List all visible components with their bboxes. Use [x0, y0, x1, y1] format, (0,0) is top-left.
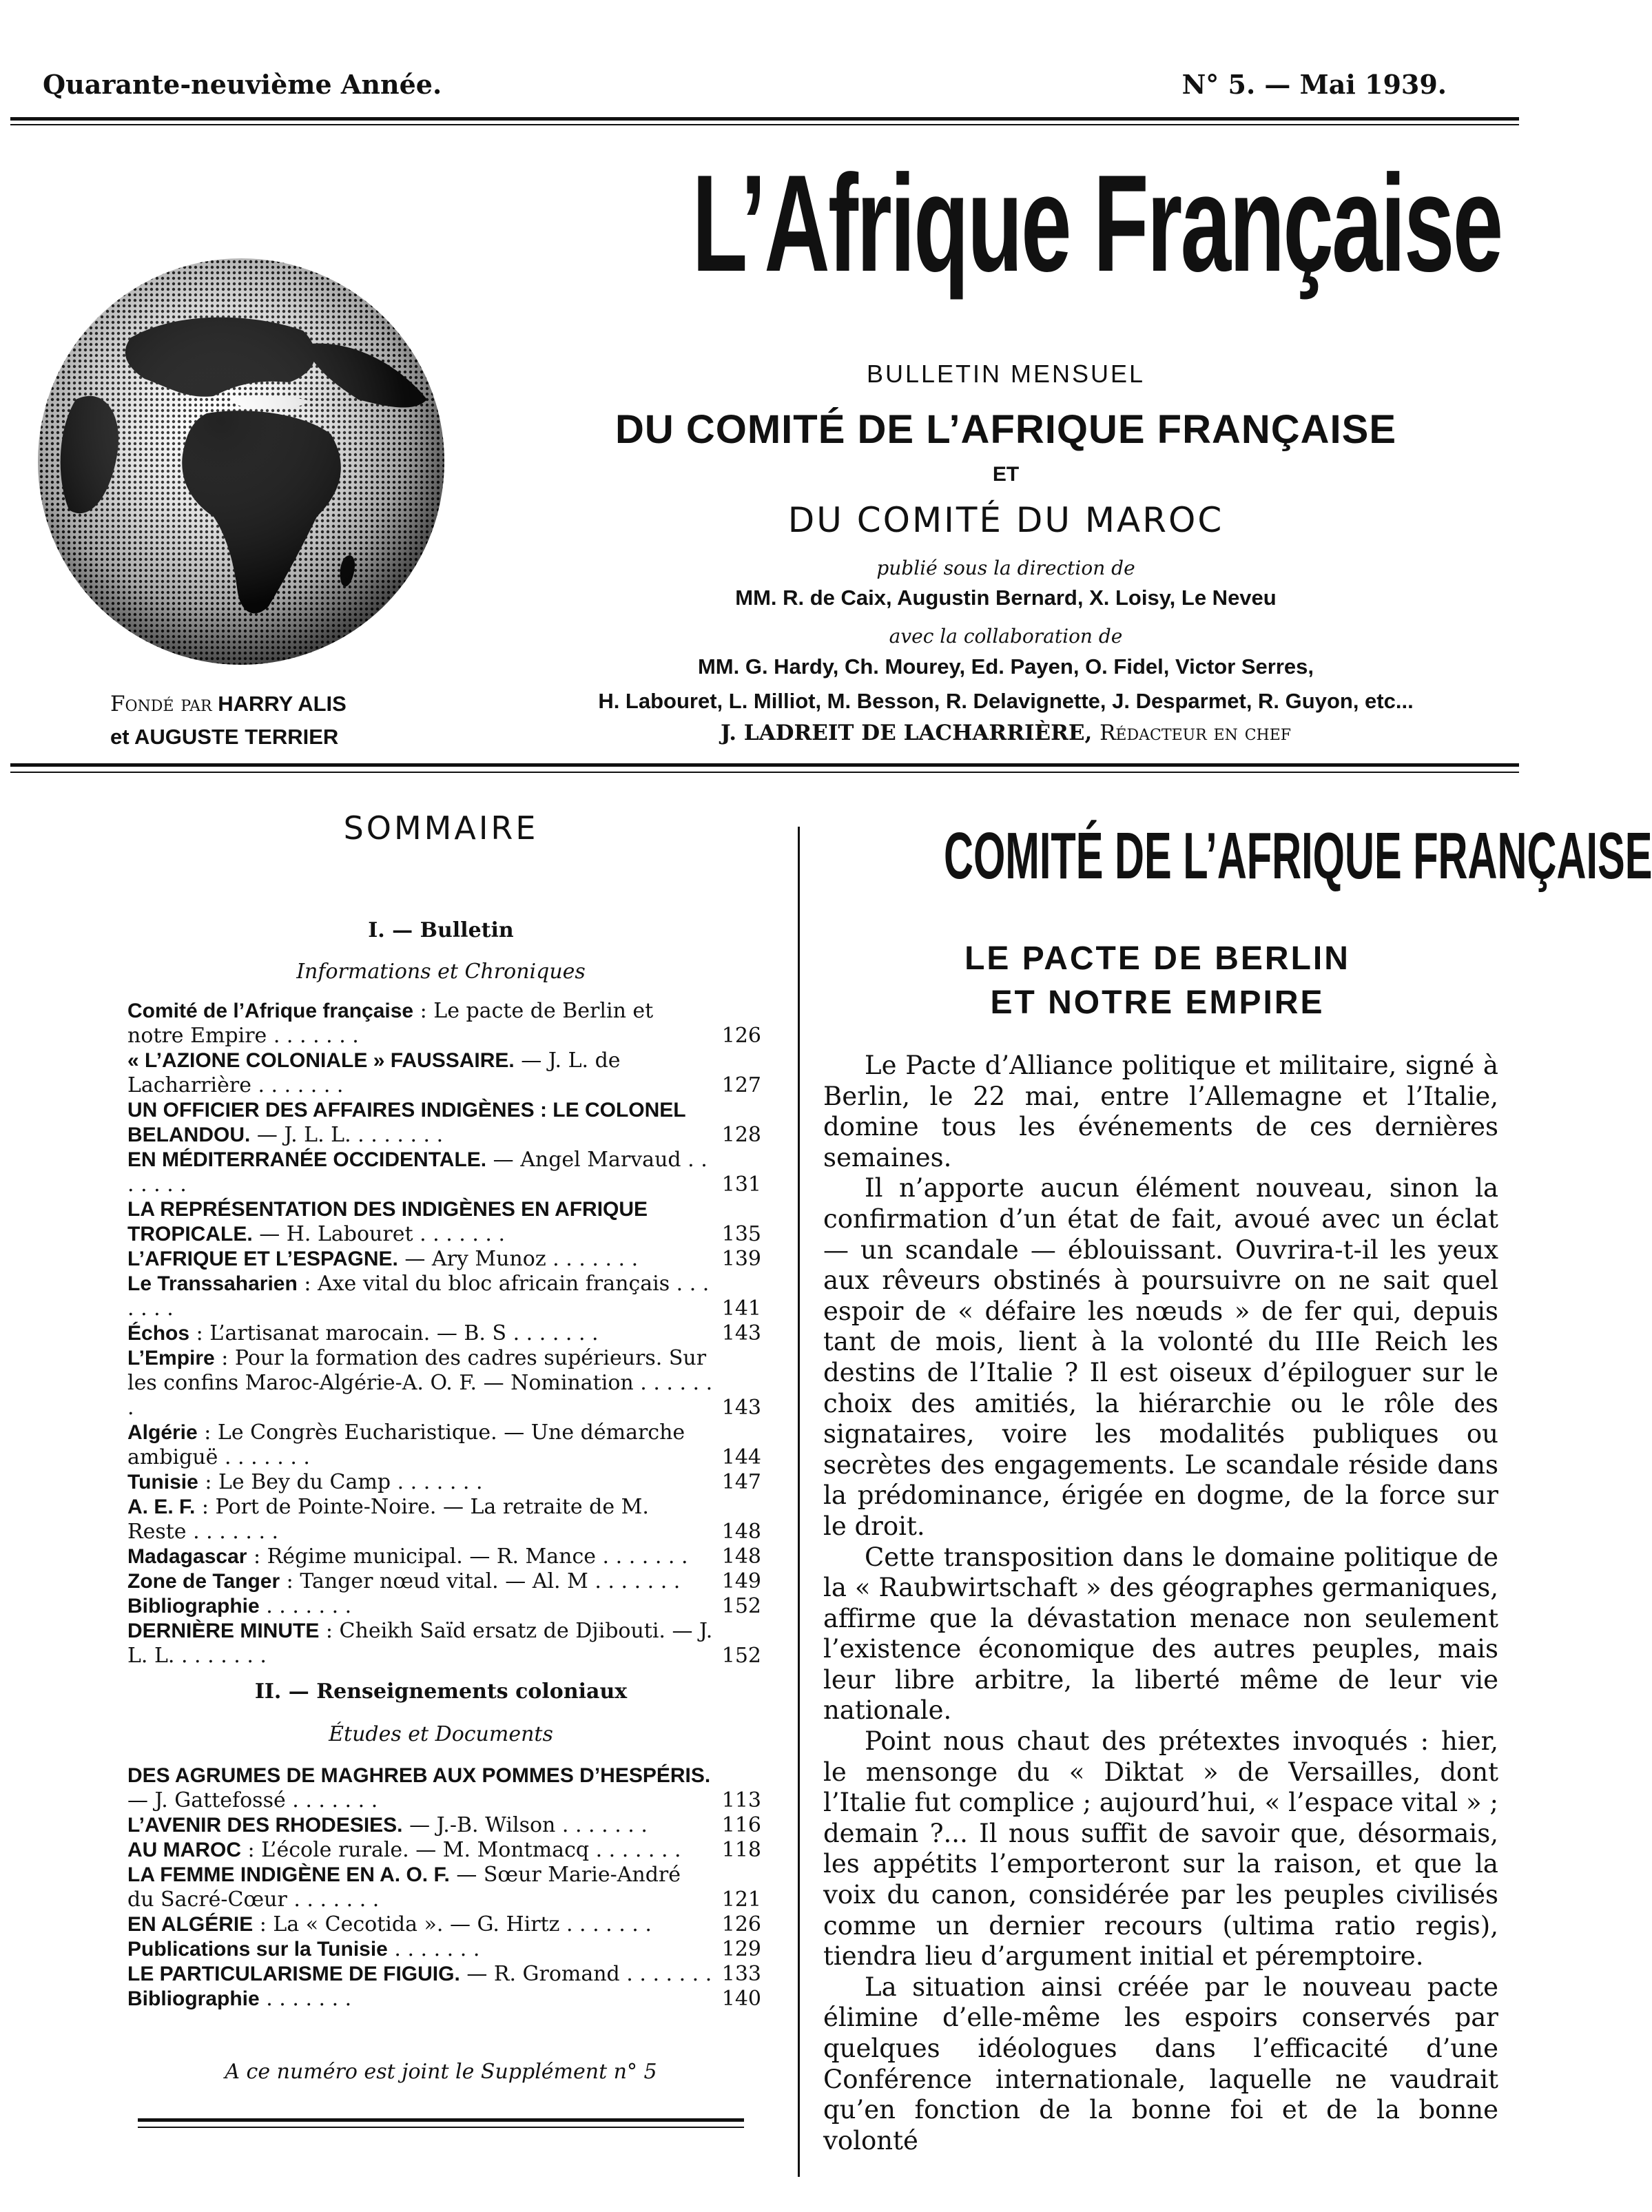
toc-entry-text: — J. L. de Lacharrière: [127, 1048, 621, 1097]
toc-entry-text: — J. L. L.: [250, 1123, 351, 1147]
toc-entry: [127, 999, 761, 1048]
toc-entry-label: « L’AZIONE COLONIALE » FAUSSAIRE.: [127, 1049, 515, 1072]
toc-entry-page: 126: [721, 1912, 761, 1936]
toc-entry-label: L’Empire: [127, 1347, 215, 1369]
comite-section-header: COMITÉ DE L’AFRIQUE FRANÇAISE: [944, 819, 1652, 893]
section-2-title: II. — Renseignements coloniaux: [254, 1679, 628, 1704]
toc-leader-dots: . . . . . . .: [559, 1912, 652, 1936]
toc-entry-label: A. E. F.: [127, 1496, 196, 1518]
toc-entry-text: : Le pacte de Berlin et notre Empire: [127, 999, 654, 1048]
toc-entry-page: 143: [721, 1321, 761, 1345]
article-paragraph: Le Pacte d’Alliance politique et militaire, signé à Berlin, le 22 mai, entre l’Allemagne et l’Italie, domine tous les événements de ces dernières semaines.: [823, 1051, 1498, 1172]
toc-entry-page: 135: [721, 1222, 761, 1246]
toc-entry-text: — J. Gattefossé: [127, 1788, 286, 1812]
toc-entry-text: — Angel Marvaud: [486, 1148, 681, 1172]
toc-entry-label: DERNIÈRE MINUTE: [127, 1620, 320, 1642]
issue-line: N° 5. — Mai 1939.: [1181, 69, 1447, 100]
toc-entry-page: 152: [721, 1594, 761, 1618]
toc-entry-text: : Régime municipal. — R. Mance: [247, 1544, 597, 1569]
toc-entry: [127, 1912, 761, 1937]
bulletin-mensuel: BULLETIN MENSUEL: [866, 360, 1146, 388]
toc-leader-dots: . . . . . . .: [251, 1073, 344, 1097]
toc-entry: [127, 1863, 761, 1912]
collaborators-line-2: H. Labouret, L. Milliot, M. Besson, R. Delavignette, J. Desparmet, R. Guyon, etc...: [598, 689, 1414, 713]
comite-afrique-subtitle: DU COMITÉ DE L’AFRIQUE FRANÇAISE: [615, 407, 1397, 452]
toc-entry-label: LE PARTICULARISME DE FIGUIG.: [127, 1963, 460, 1985]
toc-leader-dots: . . . . . . .: [186, 1520, 279, 1544]
toc-entry-label: AU MAROC: [127, 1839, 241, 1861]
top-rule: [10, 117, 1519, 121]
toc-leader-dots: . . . . . . .: [619, 1962, 712, 1986]
toc-leader-dots: . . . . . . .: [413, 1222, 506, 1246]
toc-entry-label: Bibliographie: [127, 1595, 260, 1617]
collaboration-intro: avec la collaboration de: [889, 625, 1123, 648]
toc-entry-text: — R. Gromand: [460, 1962, 620, 1986]
toc-entry: [127, 1962, 761, 1987]
toc-entry-label: Tunisie: [127, 1471, 198, 1493]
toc-entry-page: 149: [721, 1569, 761, 1593]
toc-leader-dots: . . . . . . .: [546, 1247, 639, 1271]
section-1-title: I. — Bulletin: [368, 918, 514, 942]
toc-entry-text: : L’artisanat marocain. — B. S: [189, 1321, 507, 1345]
article-paragraph: Cette transposition dans le domaine politique de la « Raubwirtschaft » des géographes germaniques, affirme que la dévastation menace non seulement l’existence économique des autres peuples, mais leur libre arbitre, la liberté même de leur vie nationale.: [823, 1542, 1498, 1726]
toc-leader-dots: . . . . . . .: [506, 1321, 599, 1345]
toc-entry: [127, 1987, 761, 2012]
toc-entry-text: : Cheikh Saïd ersatz de Djibouti. — J. L. L.: [127, 1619, 713, 1668]
toc-entry-label: L’AFRIQUE ET L’ESPAGNE.: [127, 1248, 398, 1270]
toc-entry: [127, 1098, 761, 1148]
toc-entry: [127, 1272, 761, 1321]
toc-entry: [127, 1470, 761, 1495]
toc-entry-label: Le Transsaharien: [127, 1272, 298, 1295]
toc-entry-label: Algérie: [127, 1421, 198, 1444]
toc-entry: [127, 1764, 761, 1813]
toc-leader-dots: . . . . . . .: [555, 1813, 648, 1837]
toc-section-2: [127, 1764, 761, 2012]
toc-leader-dots: . . . . . . .: [391, 1470, 483, 1494]
toc-entry-label: Publications sur la Tunisie: [127, 1938, 388, 1961]
sommaire-bottom-rule: [138, 2118, 744, 2122]
toc-entry-label: LA REPRÉSENTATION DES INDIGÈNES EN AFRIQUE TROPICALE.: [127, 1198, 648, 1245]
toc-leader-dots: . . . . . . .: [218, 1445, 310, 1469]
toc-leader-dots: . . . . . . .: [596, 1544, 688, 1569]
toc-entry-text: : Le Bey du Camp: [198, 1470, 391, 1494]
toc-leader-dots: . . . . . . .: [259, 1594, 352, 1618]
toc-entry-text: : La « Cecotida ». — G. Hirtz: [253, 1912, 560, 1936]
editor-line: [530, 721, 1481, 745]
toc-leader-dots: . . . . . . .: [287, 1888, 380, 1912]
directors: MM. R. de Caix, Augustin Bernard, X. Loisy, Le Neveu: [735, 586, 1277, 610]
toc-entry-page: 141: [721, 1296, 761, 1321]
toc-entry-page: 113: [721, 1788, 761, 1812]
toc-entry-label: EN ALGÉRIE: [127, 1913, 254, 1936]
toc-entry-page: 144: [721, 1445, 761, 1469]
editor-role: Rédacteur en chef: [1099, 721, 1292, 745]
toc-entry-text: : Le Congrès Eucharistique. — Une démarche ambiguë: [127, 1420, 685, 1469]
toc-entry-page: 152: [721, 1644, 761, 1668]
toc-entry-page: 118: [721, 1838, 761, 1862]
toc-entry-page: 139: [721, 1247, 761, 1271]
year-line: Quarante-neuvième Année.: [43, 69, 442, 100]
toc-entry: [127, 1048, 761, 1098]
toc-leader-dots: . . . . . . .: [127, 1148, 708, 1197]
toc-leader-dots: . . . . . . .: [259, 1987, 352, 2011]
direction-intro: publié sous la direction de: [876, 557, 1135, 579]
toc-leader-dots: . . . . . . .: [174, 1644, 267, 1668]
toc-entry: [127, 1197, 761, 1247]
article-title: [813, 937, 1502, 1025]
sommaire-bottom-rule-thin: [138, 2127, 744, 2128]
toc-entry-label: LA FEMME INDIGÈNE EN A. O. F.: [127, 1863, 450, 1886]
toc-entry: [127, 1247, 761, 1272]
toc-entry-page: 131: [721, 1172, 761, 1197]
toc-entry: [127, 1619, 761, 1668]
toc-entry-page: 121: [721, 1888, 761, 1912]
toc-entry-page: 129: [721, 1937, 761, 1961]
toc-entry-text: — H. Labouret: [252, 1222, 413, 1246]
toc-entry-label: UN OFFICIER DES AFFAIRES INDIGÈNES : LE COLONEL BELANDOU.: [127, 1099, 686, 1146]
toc-entry-label: L’AVENIR DES RHODESIES.: [127, 1814, 403, 1837]
sommaire-title: SOMMAIRE: [343, 809, 539, 847]
article-title-line-2: ET NOTRE EMPIRE: [990, 984, 1325, 1021]
toc-entry: [127, 1594, 761, 1619]
toc-leader-dots: . . . . . . .: [387, 1937, 480, 1961]
column-divider: [798, 827, 800, 2177]
section-1-subtitle: Informations et Chroniques: [296, 960, 586, 984]
toc-entry-page: 116: [721, 1813, 761, 1837]
toc-entry: [127, 1838, 761, 1863]
toc-entry-text: : Pour la formation des cadres supérieurs. Sur les confins Maroc-Algérie-A. O. F. — Nomination: [127, 1346, 707, 1395]
top-rule-thin: [10, 124, 1519, 125]
toc-entry: [127, 1346, 761, 1420]
toc-entry-page: 147: [721, 1470, 761, 1494]
toc-entry-page: 126: [721, 1024, 761, 1048]
toc-entry-label: EN MÉDITERRANÉE OCCIDENTALE.: [127, 1148, 487, 1171]
masthead-rule: [10, 763, 1519, 767]
masthead-title: L’Afrique Française: [692, 147, 1502, 300]
toc-entry-page: 148: [721, 1520, 761, 1544]
toc-entry-page: 133: [721, 1962, 761, 1986]
toc-entry-label: Madagascar: [127, 1545, 247, 1568]
toc-entry-page: 128: [721, 1123, 761, 1147]
founder-2: et AUGUSTE TERRIER: [110, 725, 339, 749]
toc-section-1: [127, 999, 761, 1668]
subtitle-et: ET: [992, 463, 1020, 486]
founder-1: HARRY ALIS: [218, 692, 347, 716]
toc-entry: [127, 1495, 761, 1544]
toc-entry-text: — J.-B. Wilson: [402, 1813, 556, 1837]
article-title-line-1: LE PACTE DE BERLIN: [964, 940, 1350, 977]
toc-leader-dots: . . . . . . .: [351, 1123, 444, 1147]
toc-entry-text: : Axe vital du bloc africain français: [297, 1272, 670, 1296]
toc-entry-label: DES AGRUMES DE MAGHREB AUX POMMES D’HESPÉRIS.: [127, 1764, 711, 1787]
supplement-note: A ce numéro est joint le Supplément n° 5: [225, 2060, 657, 2084]
toc-entry: [127, 1321, 761, 1346]
article-body: [823, 1051, 1498, 2156]
toc-leader-dots: . . . . . . .: [588, 1569, 681, 1593]
toc-entry-page: 148: [721, 1544, 761, 1569]
toc-entry: [127, 1937, 761, 1962]
editor-name: J. LADREIT DE LACHARRIÈRE,: [720, 721, 1093, 745]
toc-entry: [127, 1569, 761, 1594]
toc-entry-label: Échos: [127, 1322, 190, 1345]
toc-entry-page: 140: [721, 1987, 761, 2011]
founded-by: [110, 688, 347, 754]
collaborators-line-1: MM. G. Hardy, Ch. Mourey, Ed. Payen, O. Fidel, Victor Serres,: [697, 654, 1314, 679]
article-paragraph: Point nous chaut des prétextes invoqués : hier, le mensonge du « Diktat » de Versailles, dont l’Italie fut complice ; aujourd’hui, « l’espace vital » ; demain ?... Il nous suffit de savoir que, désormais, les appétits l’emporteront sur la raison, et que la voix du canon, considérée par les peuples civilisés comme un dernier recours (ultima ratio regis), tiendra lieu d’argument initial et péremptoire.: [823, 1726, 1498, 1972]
founded-prefix: Fondé par: [110, 692, 212, 716]
toc-leader-dots: . . . . . . .: [589, 1838, 681, 1862]
toc-leader-dots: . . . . . . .: [285, 1788, 378, 1812]
toc-entry-label: Comité de l’Afrique française: [127, 1000, 414, 1022]
toc-entry-label: Bibliographie: [127, 1987, 260, 2010]
globe-illustration: [28, 248, 455, 675]
section-2-subtitle: Études et Documents: [329, 1722, 553, 1746]
toc-entry: [127, 1544, 761, 1569]
toc-entry-text: : Tanger nœud vital. — Al. M: [280, 1569, 588, 1593]
toc-entry-text: : Port de Pointe-Noire. — La retraite de M. Reste: [127, 1495, 649, 1544]
toc-entry-label: Zone de Tanger: [127, 1570, 280, 1593]
article-paragraph: Il n’apporte aucun élément nouveau, sinon la confirmation d’un état de fait, avoué avec un éclat — un scandale — éblouissant. Ouvrira-t-il les yeux aux rêveurs obstinés à poursuivre on ne sait quel espoir de « défaire les nœuds » de fer qui, depuis tant de mois, lient à la volonté du IIIe Reich les destins de l’Italie ? Il est oiseux d’épiloguer sur le choix des amitiés, la hiérarchie ou le rôle des signataires, voire les modalités publiques ou secrètes des engagements. Le scandale réside dans la prédominance, érigée en dogme, de la force sur le droit.: [823, 1173, 1498, 1541]
toc-entry-text: — Sœur Marie-André du Sacré-Cœur: [127, 1863, 681, 1912]
toc-leader-dots: . . . . . . .: [267, 1024, 359, 1048]
toc-entry: [127, 1148, 761, 1197]
toc-leader-dots: . . . . . . .: [127, 1272, 710, 1321]
toc-leader-dots: . . . . . . .: [127, 1371, 713, 1420]
toc-entry-page: 143: [721, 1396, 761, 1420]
toc-entry: [127, 1420, 761, 1470]
toc-entry: [127, 1813, 761, 1838]
toc-entry-text: : L’école rurale. — M. Montmacq: [241, 1838, 590, 1862]
masthead-rule-thin: [10, 772, 1519, 773]
comite-maroc-subtitle: DU COMITÉ DU MAROC: [787, 500, 1224, 540]
toc-entry-page: 127: [721, 1073, 761, 1097]
toc-entry-text: — Ary Munoz: [397, 1247, 546, 1271]
article-paragraph: La situation ainsi créée par le nouveau pacte élimine d’elle-même les espoirs conservés par quelques idéologues dans l’efficacité d’une Conférence internationale, laquelle ne vaudrait qu’en fonction de la bonne foi et de la bonne volonté: [823, 1972, 1498, 2156]
